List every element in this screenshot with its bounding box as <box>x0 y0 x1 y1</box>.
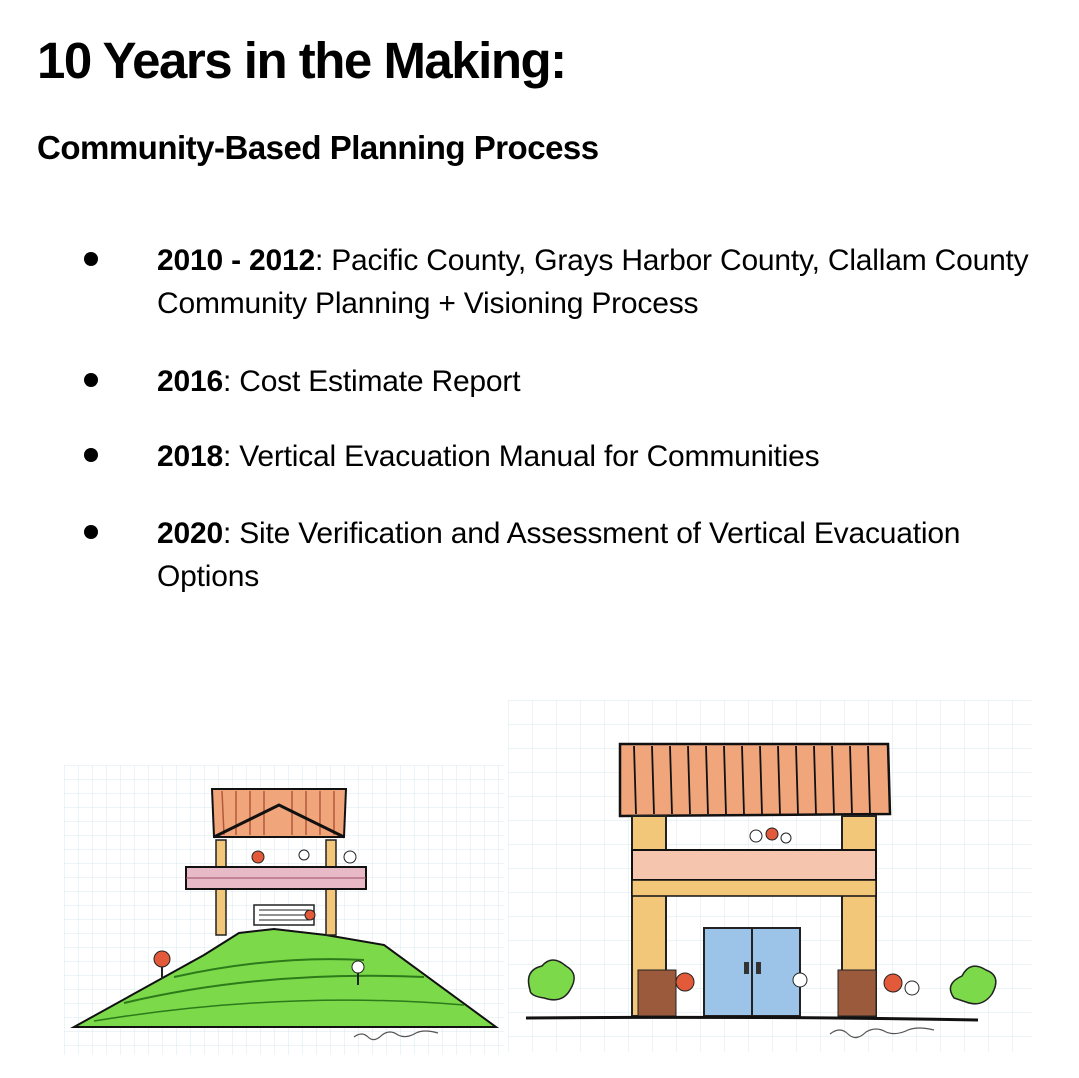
bullet-dot <box>84 525 98 539</box>
timeline-year: 2016 <box>157 365 223 398</box>
timeline-year: 2018 <box>157 440 223 473</box>
timeline-item-2018 <box>157 435 1037 478</box>
timeline-text: : Pacific County, Grays Harbor County, Clallam County Community Planning + Visioning Process <box>157 244 1029 320</box>
timeline-item-2010 <box>157 239 1037 325</box>
timeline-text: : Cost Estimate Report <box>222 365 521 398</box>
timeline-item-2016 <box>157 360 1037 403</box>
page-title: 10 Years in the Making: <box>37 32 566 89</box>
timeline-year: 2020 <box>157 517 223 550</box>
timeline-item-2020 <box>157 512 1037 598</box>
timeline-text: : Vertical Evacuation Manual for Communities <box>222 440 820 473</box>
timeline-year: 2010 - 2012 <box>157 244 315 277</box>
page-subtitle: Community-Based Planning Process <box>37 129 599 166</box>
vertical-evacuation-sketch <box>508 700 1032 1052</box>
berm-tower-sketch <box>64 765 504 1055</box>
bullet-dot <box>84 252 98 266</box>
timeline-text: : Site Verification and Assessment of Vertical Evacuation Options <box>157 517 961 593</box>
tower-roof <box>212 789 346 837</box>
bullet-dot <box>84 448 98 462</box>
bullet-dot <box>84 373 98 387</box>
